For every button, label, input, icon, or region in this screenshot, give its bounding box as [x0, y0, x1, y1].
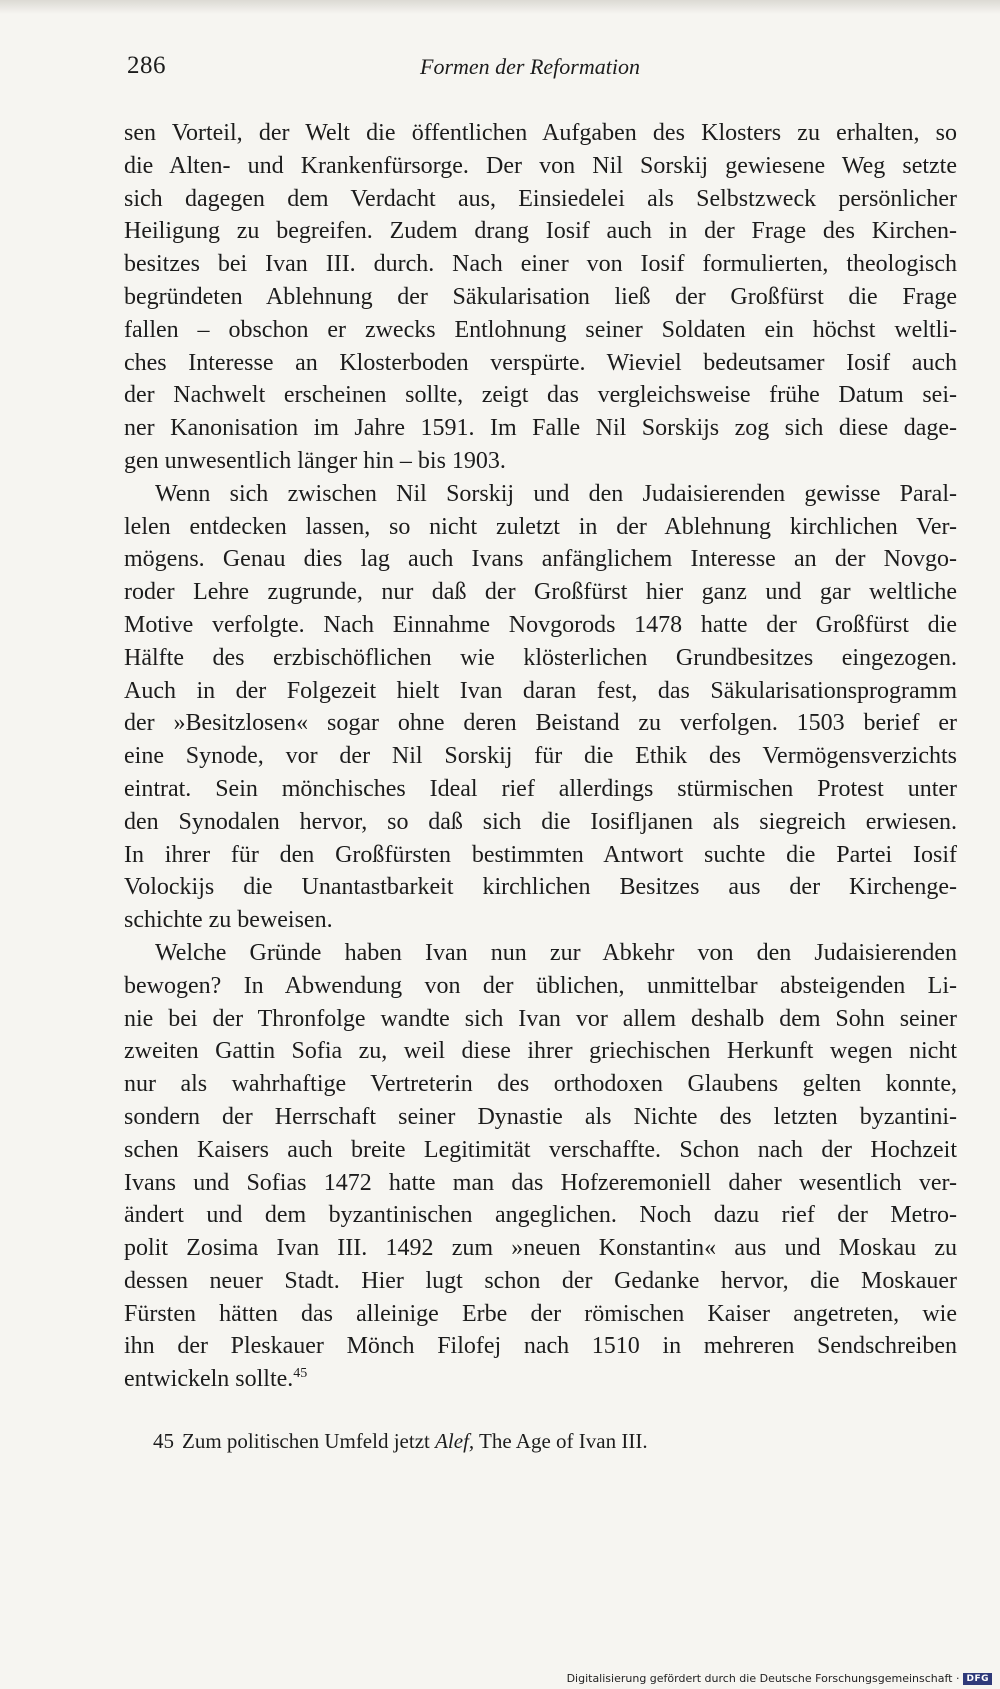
text-line: [124, 1298, 957, 1331]
line-text: der Nachwelt erscheinen sollte, zeigt das vergleichsweise frühe Datum sei-: [124, 382, 957, 409]
text-line: [124, 478, 957, 511]
text-line: [124, 773, 957, 806]
text-line: [124, 937, 957, 970]
text-line: [124, 1232, 957, 1265]
line-text: nie bei der Thronfolge wandte sich Ivan vor allem deshalb dem Sohn seiner: [124, 1005, 957, 1032]
text-line: [124, 1199, 957, 1232]
line-text: die Alten- und Krankenfürsorge. Der von Nil Sorskij gewiesene Weg setzte: [124, 152, 957, 179]
line-text: nur als wahrhaftige Vertreterin des orthodoxen Glaubens gelten konnte,: [124, 1071, 957, 1098]
line-text: roder Lehre zugrunde, nur daß der Großfürst hier ganz und gar weltliche: [124, 579, 957, 606]
footnote-author: Alef,: [435, 1429, 475, 1453]
text-line: [124, 576, 957, 609]
text-line: [124, 675, 957, 708]
line-text: Fürsten hätten das alleinige Erbe der römischen Kaiser angetreten, wie: [124, 1300, 957, 1327]
line-text: Ivans und Sofias 1472 hatte man das Hofzeremoniell daher wesentlich ver-: [124, 1169, 957, 1196]
text-line: [124, 150, 957, 183]
running-title: Formen der Reformation: [420, 54, 640, 79]
line-text: eintrat. Sein mönchisches Ideal rief allerdings stürmischen Protest unter: [124, 775, 957, 802]
text-line: [124, 281, 957, 314]
line-text: sondern der Herrschaft seiner Dynastie als Nichte des letzten byzantini-: [124, 1103, 957, 1130]
line-text: entwickeln sollte.: [124, 1366, 294, 1393]
text-line: [124, 707, 957, 740]
line-text: ihn der Pleskauer Mönch Filofej nach 1510 in mehreren Sendschreiben: [124, 1333, 957, 1360]
line-text: dessen neuer Stadt. Hier lugt schon der Gedanke hervor, die Moskauer: [124, 1267, 957, 1294]
line-text: Auch in der Folgezeit hielt Ivan daran fest, das Säkularisationsprogramm: [124, 677, 957, 704]
text-line: [124, 347, 957, 380]
line-text: ändert und dem byzantinischen angeglichen. Noch dazu rief der Metro-: [124, 1202, 957, 1229]
line-text: mögens. Genau dies lag auch Ivans anfänglichem Interesse an der Novgo-: [124, 546, 957, 573]
line-text: eine Synode, vor der Nil Sorskij für die Ethik des Vermögensverzichts: [124, 743, 957, 770]
credit-text: Digitalisierung gefördert durch die Deutsche Forschungsgemeinschaft ·: [566, 1672, 960, 1685]
text-line: [124, 1003, 957, 1036]
line-text: Wenn sich zwischen Nil Sorskij und den Judaisierenden gewisse Paral-: [155, 480, 957, 507]
text-line: [124, 379, 957, 412]
line-text: Welche Gründe haben Ivan nun zur Abkehr von den Judaisierenden: [155, 939, 957, 966]
line-text: lelen entdecken lassen, so nicht zuletzt in der Ablehnung kirchlichen Ver-: [124, 513, 957, 540]
text-line: [124, 609, 957, 642]
line-text: der »Besitzlosen« sogar ohne deren Beistand zu verfolgen. 1503 berief er: [124, 710, 957, 737]
line-text: Hälfte des erzbischöflichen wie klösterlichen Grundbesitzes eingezogen.: [124, 644, 957, 671]
text-line: [124, 1068, 957, 1101]
line-text: Volockijs die Unantastbarkeit kirchlichen Besitzes aus der Kirchenge-: [124, 874, 957, 901]
text-line: [124, 839, 957, 872]
text-line: [124, 806, 957, 839]
line-text: Motive verfolgte. Nach Einnahme Novgorods 1478 hatte der Großfürst die: [124, 611, 957, 638]
line-text: den Synodalen hervor, so daß sich die Iosifljanen als siegreich erwiesen.: [124, 808, 957, 835]
line-text: polit Zosima Ivan III. 1492 zum »neuen Konstantin« aus und Moskau zu: [124, 1235, 957, 1262]
text-line: [124, 117, 957, 150]
footnote: [153, 1429, 648, 1454]
text-line: [124, 642, 957, 675]
text-line: [124, 1101, 957, 1134]
line-text: begründeten Ablehnung der Säkularisation ließ der Großfürst die Frage: [124, 283, 957, 310]
text-line: [124, 248, 957, 281]
footnote-text-before: Zum politischen Umfeld jetzt: [182, 1429, 436, 1453]
line-text: sich dagegen dem Verdacht aus, Einsiedelei als Selbstzweck persönlicher: [124, 185, 957, 212]
line-text: schen Kaisers auch breite Legitimität verschaffte. Schon nach der Hochzeit: [124, 1136, 957, 1163]
text-line: [124, 904, 957, 937]
line-text: ner Kanonisation im Jahre 1591. Im Falle Nil Sorskijs zog sich diese dage-: [124, 415, 957, 442]
line-text: fallen – obschon er zwecks Entlohnung seiner Soldaten ein höchst weltli-: [124, 316, 957, 343]
footnote-text-after: The Age of Ivan III.: [474, 1429, 648, 1453]
text-line: [124, 1330, 957, 1363]
text-line: [124, 1363, 957, 1396]
line-text: sen Vorteil, der Welt die öffentlichen Aufgaben des Klosters zu erhalten, so: [124, 120, 957, 146]
text-line: [124, 543, 957, 576]
footnote-number: 45: [153, 1429, 174, 1453]
text-line: [124, 871, 957, 904]
line-text: ches Interesse an Klosterboden verspürte. Wieviel bedeutsamer Iosif auch: [124, 349, 957, 376]
line-text: In ihrer für den Großfürsten bestimmten Antwort suchte die Partei Iosif: [124, 841, 957, 868]
text-line: [124, 970, 957, 1003]
text-line: [124, 511, 957, 544]
line-text: besitzes bei Ivan III. durch. Nach einer von Iosif formulierten, theologisch: [124, 251, 957, 278]
text-line: [124, 1134, 957, 1167]
text-line: [124, 412, 957, 445]
line-text: schichte zu beweisen.: [124, 907, 333, 934]
text-line: [124, 445, 957, 478]
line-text: bewogen? In Abwendung von der üblichen, unmittelbar absteigenden Li-: [124, 972, 957, 999]
digitization-credit: [567, 1672, 992, 1685]
scan-edge: [0, 0, 1000, 14]
dfg-logo: DFG: [963, 1673, 992, 1685]
line-text: zweiten Gattin Sofia zu, weil diese ihrer griechischen Herkunft wegen nicht: [124, 1038, 957, 1065]
text-line: [124, 740, 957, 773]
text-line: [124, 314, 957, 347]
text-line: [124, 183, 957, 216]
text-line: [124, 215, 957, 248]
body-text: [124, 117, 957, 1396]
text-line: [124, 1035, 957, 1068]
text-line: [124, 1265, 957, 1298]
line-text: gen unwesentlich länger hin – bis 1903.: [124, 447, 506, 474]
page-number: 286: [127, 52, 166, 79]
text-line: [124, 1167, 957, 1200]
line-text: Heiligung zu begreifen. Zudem drang Iosif auch in der Frage des Kirchen-: [124, 218, 957, 245]
footnote-reference: 45: [293, 1366, 308, 1382]
